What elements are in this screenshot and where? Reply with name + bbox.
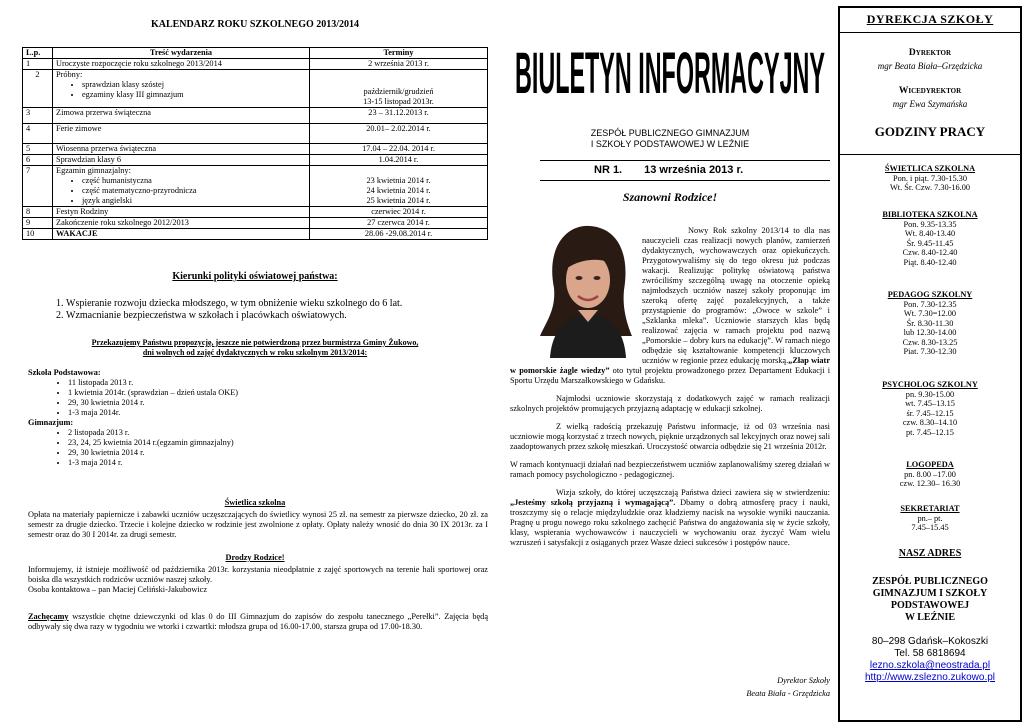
row-date: 17.04 – 22.04. 2014 r. [310,144,488,155]
address-line: ZESPÓŁ PUBLICZNEGO [872,576,988,587]
list-item: • 11 listopada 2013 r. [68,378,488,388]
block-line: pn. 8.00 –17.00 [904,469,956,479]
days-off-schedule [28,368,488,468]
hours-biblioteka [840,210,1020,267]
row-event: Wiosenna przerwa świąteczna [53,144,310,155]
issue-date: 13 września 2013 r. [644,164,744,176]
proposal-line: dni wolnych od zajęć dydaktycznych w roku szkolnym 2013/2014: [142,348,368,357]
table-row [23,144,488,155]
address-title: NASZ ADRES [898,548,962,559]
row-event: Sprawdzian klasy 6 [53,155,310,166]
project-title: „Złap wiatr w pomorskie żagle wiedzy” [510,356,831,375]
event-sublist [82,176,306,206]
hours-sekretariat [840,504,1020,533]
letter-paragraph [510,488,830,548]
hours-title: GODZINY PRACY [874,124,986,139]
row-no: 6 [23,155,53,166]
block-line: Piat. 7.30-12.30 [903,347,957,356]
block-line: czw. 8.30–14.10 [902,418,958,427]
dance-lead: Zachęcamy [28,612,69,621]
row-date: 20.01– 2.02.2014 r. [310,124,488,144]
letter-paragraph: W ramach kontynuacji działań nad bezpieczeństwem uczniów zaplanowaliśmy szereg działań w ramach pomocy psychologiczno - pedagogicznej. [510,460,830,479]
list-item: • 1-3 maja 2014r. [68,408,488,418]
row-no: 1 [23,59,53,70]
right-sidebar [838,6,1022,722]
phone-line: Tel. 58 6818694 [894,648,966,659]
letter-text: Wizja szkoły, do której uczęszczają Państwa dzieci zawiera się w stwierdzeniu: [556,488,830,497]
vice-name: mgr Ewa Szymańska [892,99,968,109]
block-line: Pon. 7.30-12.35 [903,299,957,309]
block-line: wt. 7.45–13.15 [905,399,955,408]
row-event: Zimowa przerwa świąteczna [53,108,310,124]
swietlica-title: Świetlica szkolna [224,498,286,507]
row-event: Festyn Rodziny [53,207,310,218]
list-item: • 1-3 maja 2014 r. [68,458,488,468]
proposal-line: Przekazujemy Państwu propozycję, jeszcze nie potwierdzoną przez burmistrza Gminy Żukowo, [91,338,419,347]
list-item: • egzaminy klasy III gimnazjum [82,90,306,100]
divider [540,160,830,161]
policy-title: Kierunki polityki oświatowej państwa: [172,271,338,282]
col-header-date: Terminy [310,48,488,59]
drodzy-section [28,565,488,595]
calendar-title: KALENDARZ ROKU SZKOLNEGO 2013/2014 [150,19,360,30]
row-date: 27 czerwca 2014 r. [310,218,488,229]
table-row [23,124,488,144]
row-date: 2 września 2013 r. [310,59,488,70]
letter-text: Nowy Rok szkolny 2013/14 to dla nas nauczycieli czas realizacji nowych planów, zamierzeń dydaktycznych, wychowawczych oraz opiekuńczych. Przygotowywaliśmy się do tego okresu już podczas wakacji. Realizując politykę oświatową państwa zwróciliśmy szczególną uwagę na otoczenie opieką najmłodszych uczniów naszej szkoły proponując im szeroką ofertę zajęć pozalekcyjnych, a także przystąpienie do programów: „Owoce w szkole” i „Szklanka mleka”. Uczniowie starszych klas będą realizować zajęcia w ramach projektu pod nazwą „Pomorskie – dobry kurs na edukację”. W ramach niego odbędzie się kształtowanie kompetencji kluczowych uczniów w regionie przez edukację morską. [642,226,830,365]
block-line: lub 12.30-14.00 [903,328,957,337]
row-date [310,70,488,108]
table-row [23,218,488,229]
block-line: Wt. 8.40-13.40 [904,229,956,238]
block-title: BIBLIOTEKA SZKOLNA [882,210,978,219]
block-line: śr. 7.45–12.15 [906,408,954,418]
primary-label: Szkoła Podstawowa: [28,368,101,377]
letter-text: Dbamy o dobrą atmosferę pracy i nauki, troszczymy się o relacje międzyludzkie oraz kładziemy nacisk na wysokie wyniki nauczania. Pragnę u progu nowego roku szkolnego zachęcić Państwa do angażowania się w życie szkoły, klasy, wspierania wychowawców i nauczycieli w wychowaniu oraz życzyć Wam wielu wzruszeń i satysfakcji z osiąganych przez Wasze dzieci sukcesów i postępów nauce. [510,498,830,547]
block-title: LOGOPEDA [906,460,954,469]
row-date: 23 – 31.12.2013 r. [310,108,488,124]
letter-paragraph: Najmłodsi uczniowie skorzystają z dodatkowych zajęć w ramach realizacji szkolnych projektów promujących przyjazną adaptację w edukacji szkolnej. [510,394,830,413]
city-line: 80–298 Gdańsk–Kokoszki [871,636,989,647]
table-row [23,207,488,218]
block-line: Czw. 8.30-13.25 [902,337,958,347]
row-event: Uroczyste rozpoczęcie roku szkolnego 2013/2014 [53,59,310,70]
hours-pedagog [840,290,1020,357]
hours-logopeda [840,460,1020,489]
drodzy-text: Informujemy, iż istnieje możliwość od października 2013r. korzystania nieodpłatnie z zajęć sportowych na terenie hali sportowej oraz boiska dla wszystkich rodziców uczniów naszej szkoły. [28,565,488,584]
event-sublist [82,80,306,100]
middle-column [510,0,830,725]
director-role: Dyrektor [908,48,952,58]
row-event: WAKACJE [53,229,310,240]
list-item: • 29, 30 kwietnia 2014 r. [68,398,488,408]
row-date [310,166,488,207]
divider [840,32,1020,33]
vice-role: Wicedyrektor [898,86,962,96]
row-no: 8 [23,207,53,218]
block-title: PEDAGOG SZKOLNY [887,290,973,299]
letter-text: oto tytuł projektu prowadzonego przez Departament Edukacji i Sportu Urzędu Marszałkowskiego w Gdańsku. [510,366,831,385]
list-item: • język angielski [82,196,306,206]
col-header-event: Treść wydarzenia [53,48,310,59]
director-photo [532,218,640,358]
greeting: Szanowni Rodzice! [622,190,718,204]
drodzy-contact: Osoba kontaktowa – pan Maciej Celiński-Jakubowicz [28,585,208,594]
row-event-label: Próbny: [56,70,83,79]
issue-number: NR 1. [594,164,623,176]
block-line: pt. 7.45–12.15 [906,427,954,437]
row-event-label: Egzamin gimnazjalny: [56,166,131,175]
dance-text: wszystkie chętne dziewczynki od klas 0 do III Gimnazjum do zapisów do zespołu tanecznego „Perełki”. Zajęcia będą odbywały się dwa razy w tygodniu we wtorki i czwartki: młodsza grupa od 16.00-17.00, starsza grupa od 17.00-18.30. [28,612,488,631]
block-line: czw. 12.30– 16.30 [899,479,961,488]
row-no: 4 [23,124,53,144]
hours-swietlica [840,164,1020,193]
school-line: I SZKOŁY PODSTAWOWEJ W LEŹNIE [590,139,750,149]
calendar-table [22,47,488,240]
col-header-no: L.p. [23,48,53,59]
table-row [23,155,488,166]
address-line: W LEŹNIE [904,612,956,623]
row-date-line: październik/grudzień [363,87,434,96]
website-link[interactable]: http://www.zslezno.zukowo.pl [864,672,996,683]
block-line: Piąt. 8.40-12.40 [903,257,957,267]
masthead-title [510,32,830,98]
block-title: PSYCHOLOG SZKOLNY [882,380,978,389]
row-no: 7 [23,166,53,207]
row-date-line: 23 kwietnia 2014 r. [366,176,431,185]
drodzy-title: Drodzy Rodzice! [225,553,285,562]
block-line: pn. 9.30-15.00 [905,389,955,399]
school-name [510,128,830,150]
list-item: • 2 listopada 2013 r. [68,428,488,438]
row-date: 28.06 -29.08.2014 r. [310,229,488,240]
block-line: Śr. 9.45-11.45 [906,238,954,248]
gym-list [68,428,488,468]
table-row [23,59,488,70]
block-line: Pon. 9.35-13.35 [903,219,957,229]
email-link[interactable]: lezno.szkola@neostrada.pl [869,660,991,671]
masthead-text: BIULETYN INFORMACYJNY [515,40,825,98]
row-event: Ferie zimowe [53,124,310,144]
primary-list [68,378,488,418]
block-line: pn.– pt. [917,513,943,523]
letter-paragraph: Z wielką radością przekazuję Państwu informacje, iż od 03 września nasi uczniowie mogą korzystać z trzech nowych, pięknie urządzonych sal lekcyjnych oraz nowej sali zaadoptowanych przez szkołę mieszkań. Uroczystość otwarcia odbędzie się 21 września 2012r. [510,422,830,451]
swietlica-text: Opłata na materiały papiernicze i zabawki uczniów uczęszczających do świetlicy wynosi 25 zł. na semestr za pierwsze dziecko, 20 zł. za semestr za drugie dziecko. Trzecie i kolejne dziecko w rodzinie jest zwolnione z opłaty. Opłaty należy wnosić do dnia 30 IX 2013r. za I semestr oraz do 30 I 2014r. za drugi semestr. [28,510,488,539]
left-column [22,0,488,725]
school-motto: „Jesteśmy szkołą przyjazną i wymagającą”. [510,498,676,507]
dance-section [28,612,488,632]
sidebar-header: DYREKCJA SZKOŁY [866,12,994,26]
address-line: PODSTAWOWEJ [890,600,970,611]
row-event [53,70,310,108]
block-line: Wt. 7.30=12.00 [903,309,957,318]
director-name: mgr Beata Biała–Grzędzicka [877,61,983,71]
issue-line [594,164,743,176]
divider [840,154,1020,155]
hours-psycholog [840,380,1020,437]
table-row [23,70,488,108]
table-row [23,166,488,207]
list-item: • część matematyczno-przyrodnicza [82,186,306,196]
signature-role: Dyrektor Szkoły [777,676,830,685]
row-date: 1.04.2014 r. [310,155,488,166]
table-row [23,108,488,124]
school-line: ZESPÓŁ PUBLICZNEGO GIMNAZJUM [590,128,750,138]
signature-name: Beata Biała - Grzędzicka [746,689,830,698]
block-title: SEKRETARIAT [900,504,960,513]
gym-label: Gimnazjum: [28,418,74,427]
row-date-line: 25 kwietnia 2014 r. [366,196,431,205]
block-line: 7.45–15.45 [911,523,949,532]
row-no: 5 [23,144,53,155]
table-row [23,229,488,240]
row-no: 9 [23,218,53,229]
address-line: GIMNAZJUM I SZKOŁY [872,588,988,599]
proposal-heading [22,338,488,358]
contact-block [840,636,1020,684]
row-event: Zakończenie roku szkolnego 2012/2013 [53,218,310,229]
block-line: Czw. 8.40-12.40 [902,248,958,257]
block-line: Śr. 8.30-11.30 [906,318,954,328]
row-date: czerwiec 2014 r. [310,207,488,218]
list-item: • 1 kwietnia 2014r. (sprawdzian – dzień ustala OKE) [68,388,488,398]
calendar-header-row [23,48,488,59]
list-item: 2. Wzmacnianie bezpieczeństwa w szkołach i placówkach oświatowych. [66,310,488,322]
divider [540,180,830,181]
block-line: Pon. i piąt. 7.30-15.30 [893,173,967,183]
policy-list [48,298,488,322]
list-item: • 23, 24, 25 kwietnia 2014 r.(egzamin gimnazjalny) [68,438,488,448]
row-date-line: 24 kwietnia 2014 r. [366,186,431,195]
address-block [840,576,1020,624]
row-event [53,166,310,207]
block-line: Wt. Śr. Czw. 7.30-16.00 [889,183,971,192]
list-item: • 29, 30 kwietnia 2014 r. [68,448,488,458]
row-no: 10 [23,229,53,240]
row-date-line: 13-15 listopad 2013r. [363,97,434,106]
list-item: 1. Wspieranie rozwoju dziecka młodszego, w tym obniżenie wieku szkolnego do 6 lat. [66,298,488,310]
block-title: ŚWIETLICA SZKOLNA [884,164,976,173]
row-no: 2 [23,70,53,108]
list-item: • sprawdzian klasy szóstej [82,80,306,90]
list-item: • część humanistyczna [82,176,306,186]
row-no: 3 [23,108,53,124]
